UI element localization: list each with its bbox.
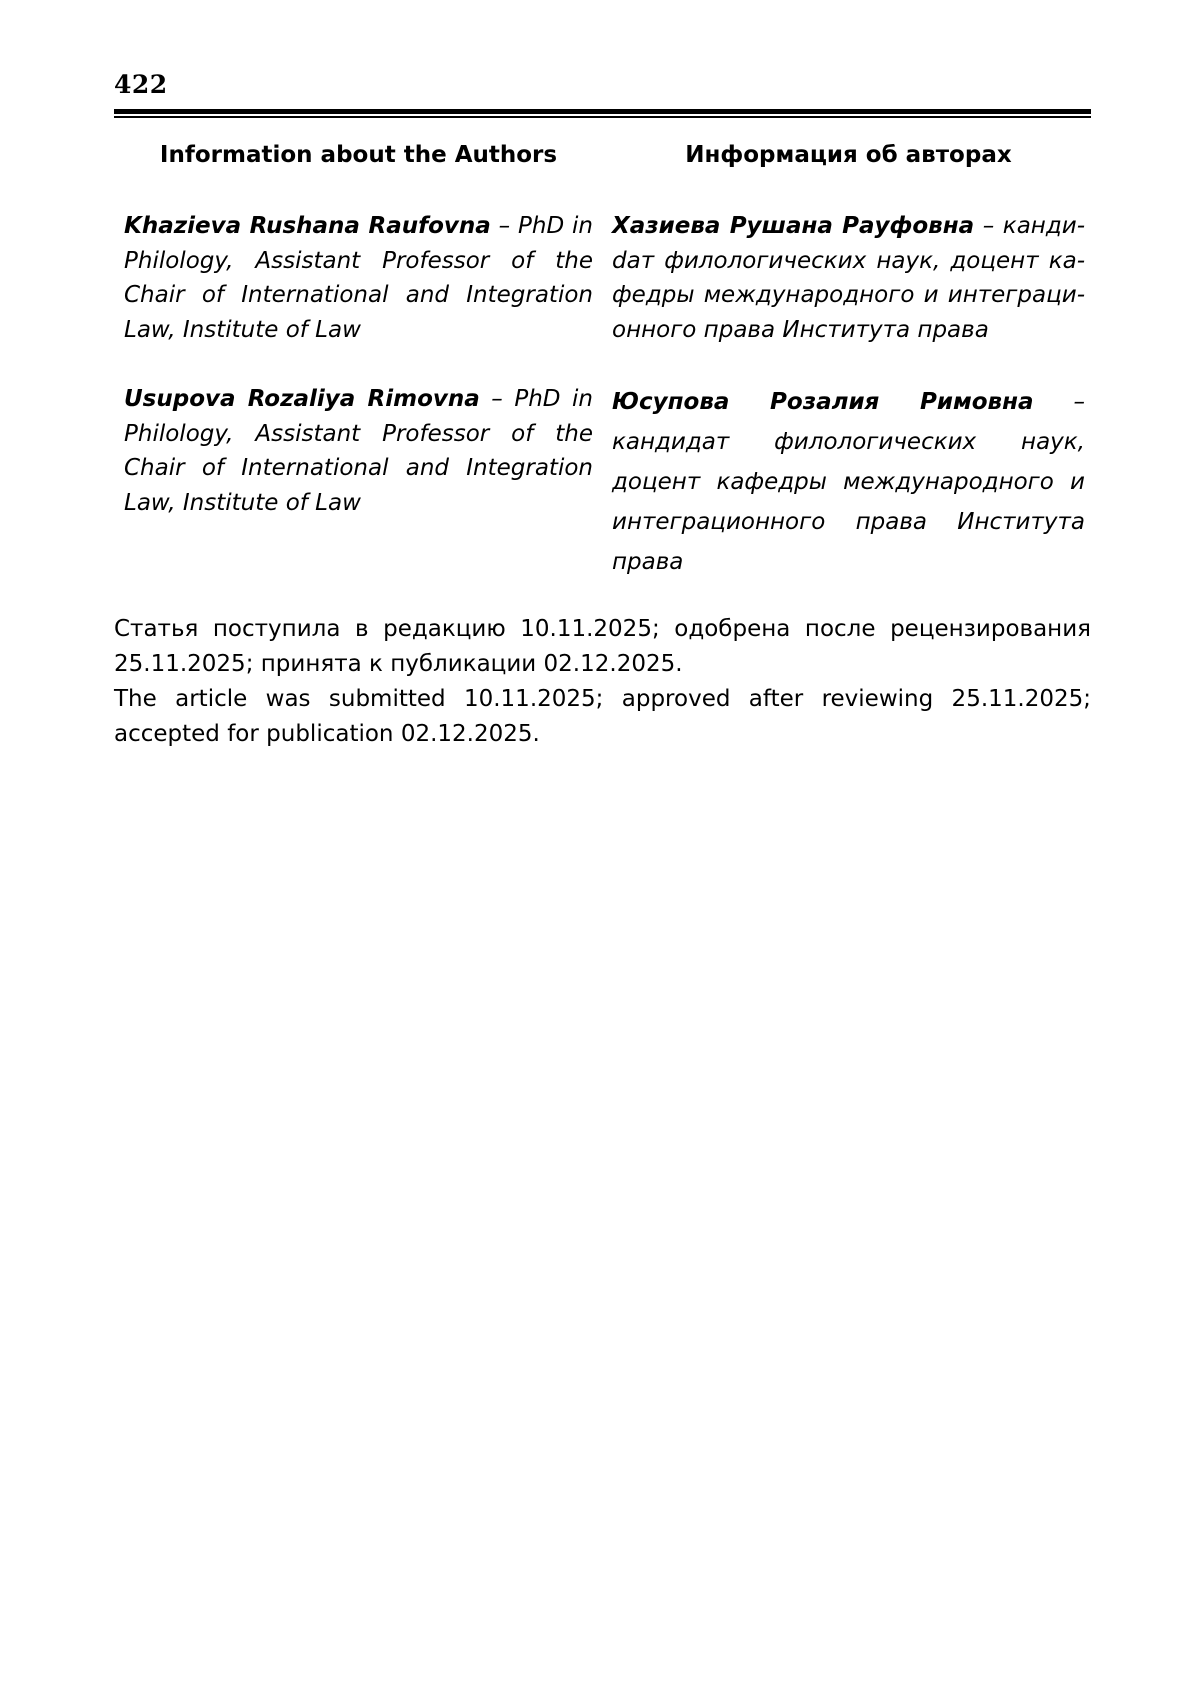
author-name: Хазиева Рушана Рауфовна (612, 213, 975, 239)
authors-heading-russian: Информация об авторах (685, 142, 1012, 168)
author-name: Usupova Rozaliya Rimovna (124, 386, 480, 412)
article-dates (114, 612, 1091, 752)
header-rule (114, 109, 1091, 114)
author-description: – PhD in Philology, Assistant Professor of the Chair of International and Integration Law, Institute of Law (124, 386, 593, 516)
author-description: – кандиdат филологических наук, доцент кафедры международного и интеграционного права Института права (612, 213, 1085, 343)
author-description: –кандидат филологических наук, доцент кафедры международного и интеграционного права Института права (612, 389, 1085, 575)
author-bio-english-1 (124, 209, 593, 347)
article-dates-russian: Статья поступила в редакцию 10.11.2025; одобрена после рецензирования 25.11.2025; принята к публикации 02.12.2025. (114, 616, 1091, 677)
author-bio-russian-2 (612, 382, 1085, 582)
article-dates-english: The article was submitted 10.11.2025; approved after reviewing 25.11.2025; accepted for publication 02.12.2025. (114, 686, 1091, 747)
header-rule-thin (114, 116, 1091, 118)
authors-heading-english: Information about the Authors (159, 142, 558, 168)
author-name: Юсупова Розалия Римовна (612, 389, 1034, 415)
author-description: – PhD in Philology, Assistant Professor of the Chair of International and Integration Law, Institute of Law (124, 213, 593, 343)
page-number: 422 (114, 70, 168, 99)
author-bio-english-2 (124, 382, 593, 520)
author-name: Khazieva Rushana Raufovna (124, 213, 491, 239)
author-bio-russian-1 (612, 209, 1085, 347)
